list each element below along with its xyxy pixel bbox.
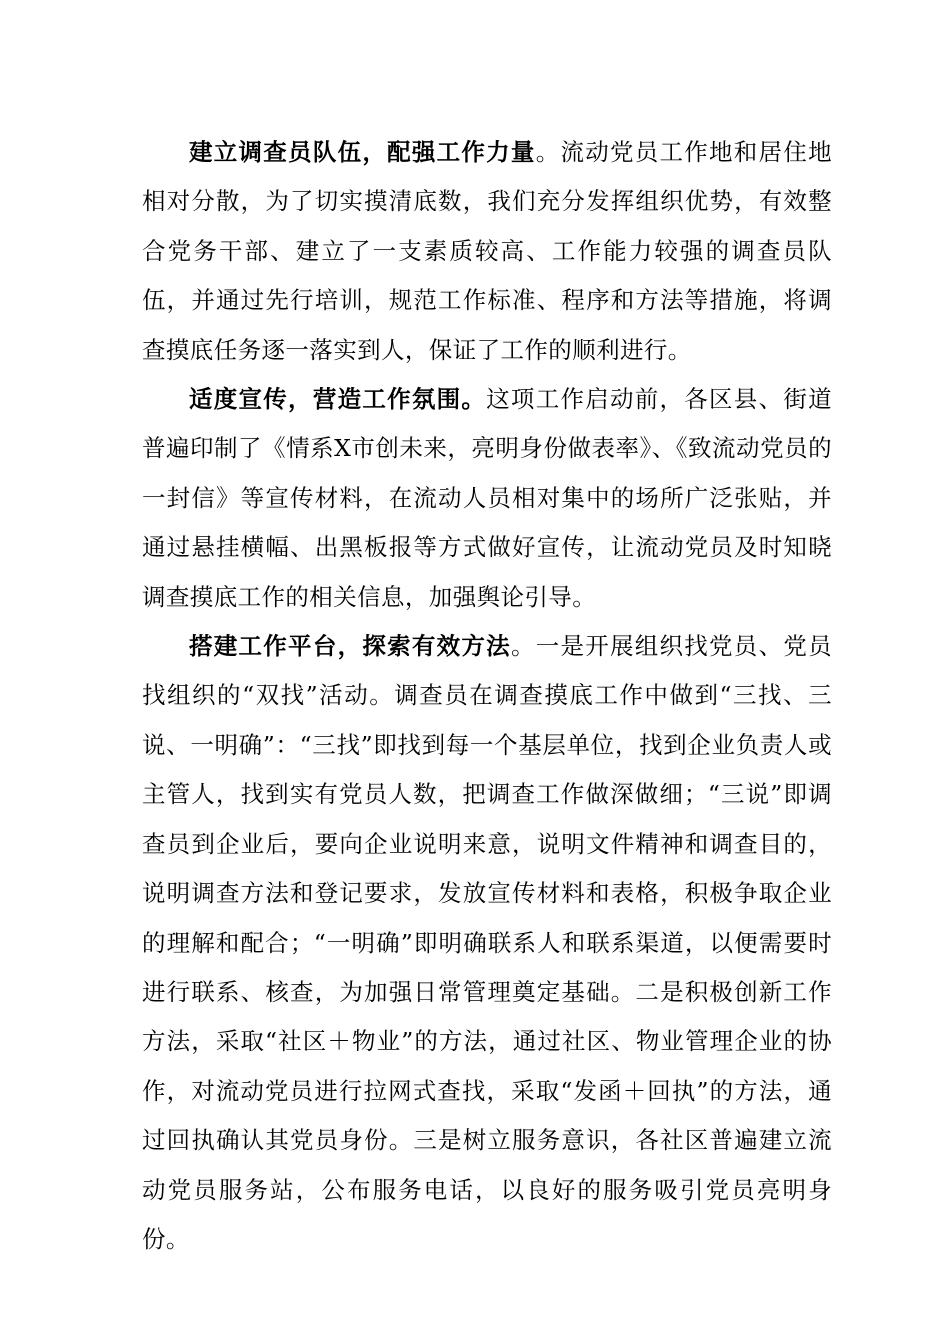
paragraph-survey-team [142,128,832,375]
paragraph-platform [142,622,832,1264]
paragraph-heading: 建立调查员队伍，配强工作力量 [189,138,536,166]
paragraph-heading: 搭建工作平台，探索有效方法 [189,632,511,661]
paragraph-text: 这项工作启动前，各区县、街道普遍印制了《情系X市创未来，亮明身份做表率》、《致流动党员的一封信》等宣传材料，在流动人员相对集中的场所广泛张贴，并通过悬挂横幅、出黑板报等方式做好宣传，让流动党员及时知晓调查摸底工作的相关信息，加强舆论引导。 [142,385,832,611]
paragraph-publicity [142,375,832,622]
paragraph-text: 。流动党员工作地和居住地相对分散，为了切实摸清底数，我们充分发挥组织优势，有效整合党务干部、建立了一支素质较高、工作能力较强的调查员队伍，并通过先行培训，规范工作标准、程序和方法等措施，将调查摸底任务逐一落实到人，保证了工作的顺利进行。 [142,138,832,364]
document-body [142,128,832,1264]
paragraph-heading: 适度宣传，营造工作氛围。 [189,385,487,414]
paragraph-text: 。一是开展组织找党员、党员找组织的“双找”活动。调查员在调查摸底工作中做到“三找、三说、一明确”：“三找”即找到每一个基层单位，找到企业负责人或主管人，找到实有党员人数，把调查工作做深做细；“三说”即调查员到企业后，要向企业说明来意，说明文件精神和调查目的，说明调查方法和登记要求，发放宣传材料和表格，积极争取企业的理解和配合；“一明确”即明确联系人和联系渠道，以便需要时进行联系、核查，为加强日常管理奠定基础。二是积极创新工作方法，采取“社区＋物业”的方法，通过社区、物业管理企业的协作，对流动党员进行拉网式查找，采取“发函＋回执”的方法，通过回执确认其党员身份。三是树立服务意识，各社区普遍建立流动党员服务站，公布服务电话，以良好的服务吸引党员亮明身份。 [142,632,833,1253]
